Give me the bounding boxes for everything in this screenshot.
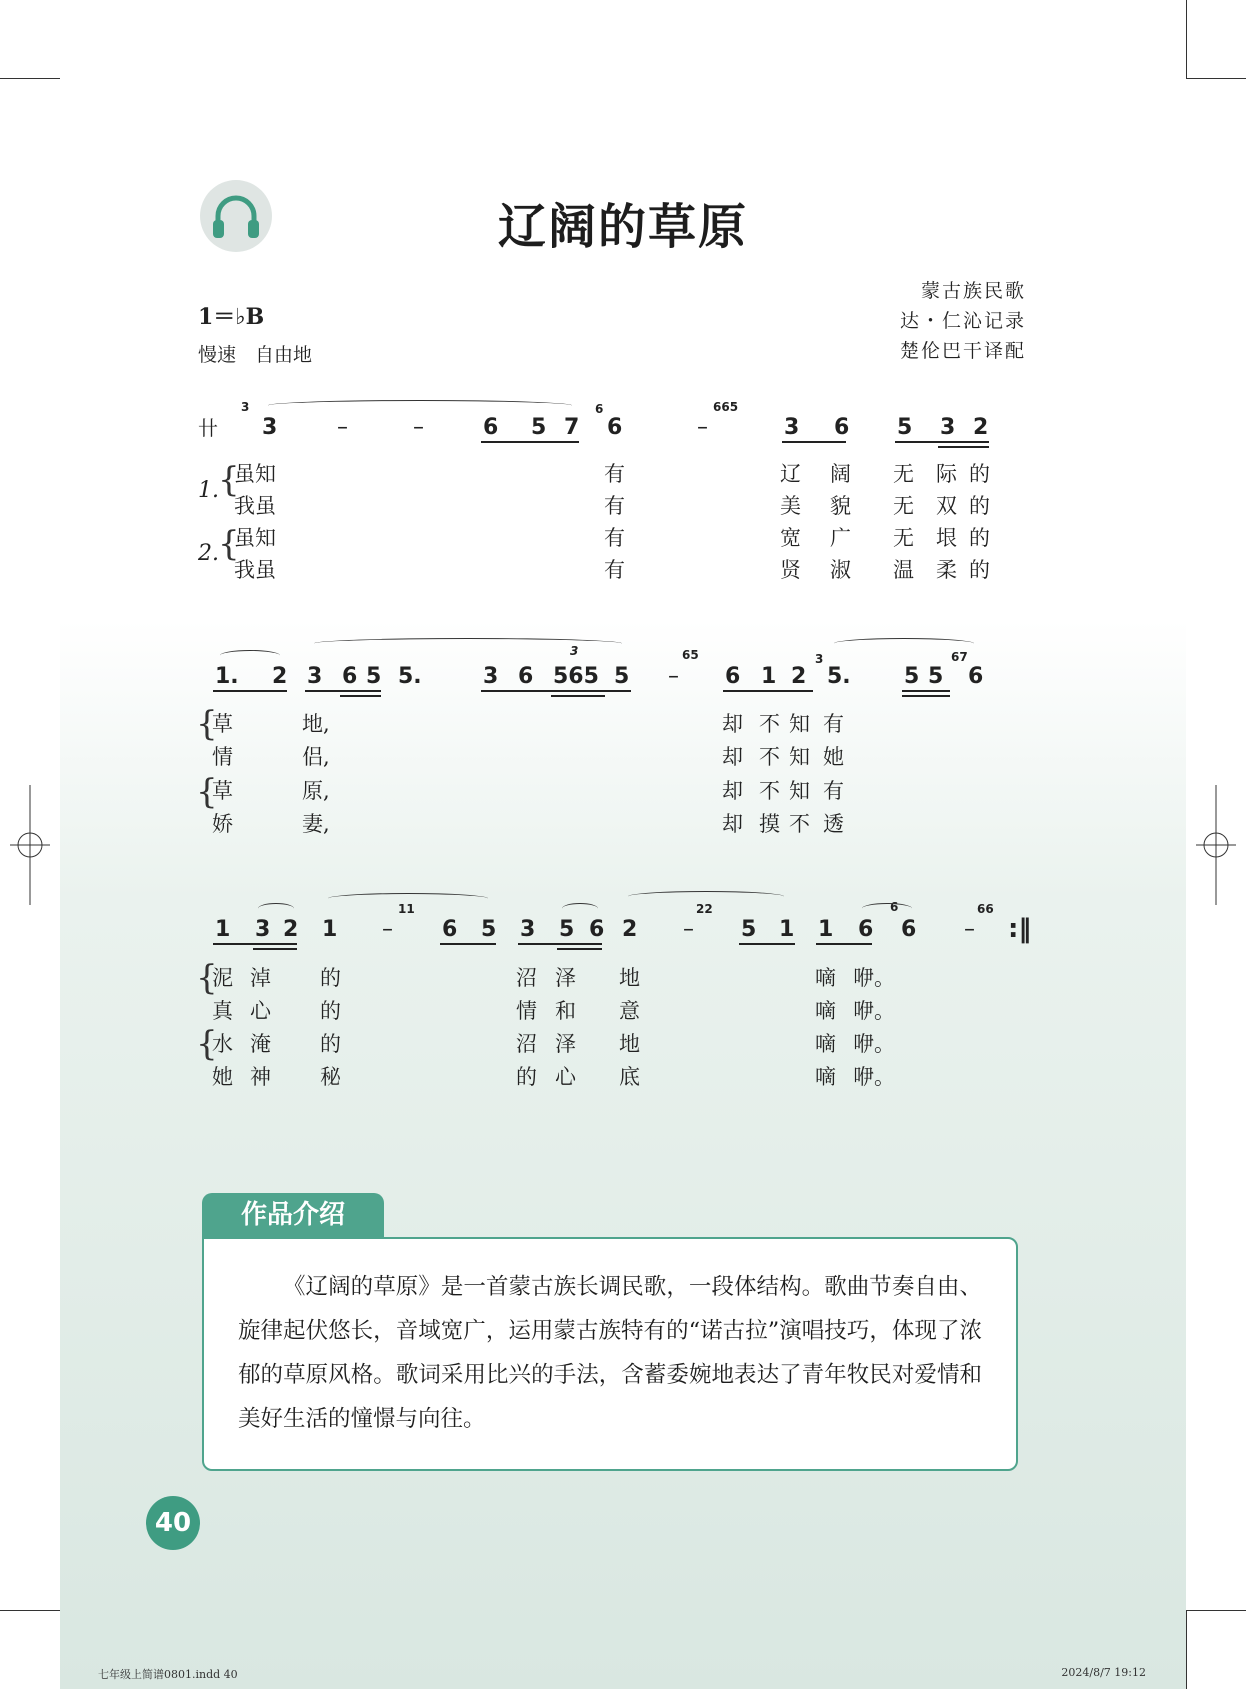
grace-note: 6 bbox=[890, 900, 899, 914]
beam-underline bbox=[481, 690, 631, 692]
lyric-row bbox=[0, 490, 1246, 520]
lyric: 地 bbox=[619, 966, 640, 990]
beam-underline bbox=[723, 690, 813, 692]
crop-mark bbox=[1186, 1610, 1187, 1689]
note: 6 bbox=[725, 664, 741, 689]
lyric: 温 bbox=[893, 558, 914, 582]
lyric: 不 bbox=[789, 812, 810, 836]
page-number: 40 bbox=[146, 1496, 200, 1550]
verse-brace: { bbox=[196, 772, 218, 812]
note: 6 bbox=[858, 917, 874, 942]
dash: – bbox=[668, 664, 679, 689]
lyric: 水 bbox=[212, 1032, 233, 1056]
lyric: 沼 bbox=[516, 966, 537, 990]
slur bbox=[220, 650, 280, 661]
lyric: 有 bbox=[604, 526, 625, 550]
lyric-row bbox=[0, 708, 1246, 738]
note: 5 bbox=[559, 917, 575, 942]
dash: – bbox=[382, 917, 393, 942]
lyric: 虽知 bbox=[234, 526, 276, 550]
repeat-barline: :‖ bbox=[1008, 914, 1032, 944]
note: 1. bbox=[215, 664, 239, 689]
lyric: 泽 bbox=[555, 966, 576, 990]
note: 5 bbox=[741, 917, 757, 942]
lyric: 有 bbox=[604, 494, 625, 518]
beam-underline bbox=[902, 695, 950, 697]
note: 3 bbox=[520, 917, 536, 942]
tempo-marking: 慢速 自由地 bbox=[198, 344, 313, 366]
footer-date: 2024/8/7 19:12 bbox=[1061, 1666, 1146, 1679]
lyric: 知 bbox=[789, 745, 810, 769]
lyric: 意 bbox=[619, 999, 640, 1023]
note: 6 bbox=[607, 415, 623, 440]
lyric: 有 bbox=[604, 462, 625, 486]
note: 2 bbox=[791, 664, 807, 689]
note: 2 bbox=[622, 917, 638, 942]
beam-underline bbox=[305, 690, 381, 692]
note: 5 bbox=[366, 664, 382, 689]
lyric: 原, bbox=[302, 779, 330, 803]
slur bbox=[834, 638, 974, 649]
lyric: 知 bbox=[789, 779, 810, 803]
beam-underline bbox=[902, 690, 950, 692]
grace-note: 11 bbox=[398, 902, 415, 916]
verse-label: 1. bbox=[198, 478, 219, 503]
grace-note: 3 bbox=[815, 652, 824, 666]
note: 3 bbox=[307, 664, 323, 689]
lyric: 知 bbox=[789, 712, 810, 736]
note: 6 bbox=[342, 664, 358, 689]
note: 1 bbox=[215, 917, 231, 942]
crop-mark bbox=[0, 1610, 60, 1611]
note: 3 bbox=[262, 415, 278, 440]
beam-underline bbox=[213, 943, 297, 945]
lyric-row bbox=[0, 741, 1246, 771]
lyric: 却 bbox=[722, 779, 743, 803]
lyric: 无 bbox=[893, 526, 914, 550]
lyric: 淹 bbox=[250, 1032, 271, 1056]
lyric: 透 bbox=[823, 812, 844, 836]
grace-note: 67 bbox=[951, 650, 968, 664]
lyric: 底 bbox=[619, 1065, 640, 1089]
lyric: 的 bbox=[320, 1032, 341, 1056]
note: 565 bbox=[553, 664, 599, 689]
note: 5 bbox=[531, 415, 547, 440]
credit-recorder: 达・仁沁记录 bbox=[899, 310, 1026, 332]
beam-underline bbox=[481, 441, 579, 443]
lyric: 的 bbox=[969, 526, 990, 550]
lyric: 我虽 bbox=[234, 494, 276, 518]
lyric: 不 bbox=[759, 779, 780, 803]
grace-note: 22 bbox=[696, 902, 713, 916]
lyric: 草 bbox=[212, 779, 233, 803]
dash: – bbox=[337, 415, 348, 440]
dash: – bbox=[964, 917, 975, 942]
note: 5. bbox=[827, 664, 851, 689]
lyric: 有 bbox=[604, 558, 625, 582]
lyric: 却 bbox=[722, 712, 743, 736]
lyric: 地, bbox=[302, 712, 330, 736]
note: 6 bbox=[442, 917, 458, 942]
lyric: 的 bbox=[516, 1065, 537, 1089]
intro-box bbox=[202, 1237, 1018, 1471]
verse-brace: { bbox=[196, 704, 218, 744]
lyric: 沼 bbox=[516, 1032, 537, 1056]
lyric: 草 bbox=[212, 712, 233, 736]
lyric: 柔 bbox=[936, 558, 957, 582]
lyric: 娇 bbox=[212, 812, 233, 836]
lyric: 不 bbox=[759, 745, 780, 769]
lyric: 淑 bbox=[830, 558, 851, 582]
note: 1 bbox=[818, 917, 834, 942]
beam-underline bbox=[340, 695, 381, 697]
lyric: 真 bbox=[212, 999, 233, 1023]
lyric: 咿。 bbox=[853, 966, 895, 990]
lyric: 际 bbox=[936, 462, 957, 486]
lyric: 地 bbox=[619, 1032, 640, 1056]
lyric-row bbox=[0, 808, 1246, 838]
slur bbox=[258, 903, 294, 914]
note: 5 bbox=[481, 917, 497, 942]
lyric: 侣, bbox=[302, 745, 330, 769]
grace-note: 65 bbox=[682, 648, 699, 662]
dash: – bbox=[683, 917, 694, 942]
note: 2 bbox=[283, 917, 299, 942]
note: 3 bbox=[784, 415, 800, 440]
lyric: 的 bbox=[969, 494, 990, 518]
lyric: 泽 bbox=[555, 1032, 576, 1056]
grace-note: 66 bbox=[977, 902, 994, 916]
crop-mark bbox=[0, 78, 60, 79]
note: 6 bbox=[834, 415, 850, 440]
lyric: 摸 bbox=[759, 812, 780, 836]
lyric: 嘀 bbox=[815, 966, 836, 990]
grace-note: 3 bbox=[241, 400, 250, 414]
lyric-row bbox=[0, 962, 1246, 992]
note: 1 bbox=[779, 917, 795, 942]
beam-underline bbox=[518, 943, 602, 945]
note: 3 bbox=[483, 664, 499, 689]
note: 6 bbox=[483, 415, 499, 440]
footer-file: 七年级上简谱0801.indd 40 bbox=[98, 1668, 238, 1681]
lyric: 淖 bbox=[250, 966, 271, 990]
lyric: 嘀 bbox=[815, 999, 836, 1023]
lyric: 有 bbox=[823, 712, 844, 736]
note: 5 bbox=[928, 664, 944, 689]
lyric: 秘 bbox=[320, 1065, 341, 1089]
crop-mark bbox=[1186, 0, 1187, 78]
lyric: 垠 bbox=[936, 526, 957, 550]
lyric: 美 bbox=[780, 494, 801, 518]
lyric: 情 bbox=[212, 745, 233, 769]
lyric: 心 bbox=[250, 999, 271, 1023]
beam-underline bbox=[816, 943, 872, 945]
note: 3 bbox=[940, 415, 956, 440]
note: 2 bbox=[272, 664, 288, 689]
lyric: 咿。 bbox=[853, 999, 895, 1023]
lyric: 她 bbox=[823, 745, 844, 769]
lyric: 貌 bbox=[830, 494, 851, 518]
slur bbox=[862, 903, 912, 914]
note: 2 bbox=[973, 415, 989, 440]
lyric: 辽 bbox=[780, 462, 801, 486]
verse-brace: { bbox=[218, 460, 240, 500]
slur bbox=[268, 400, 572, 411]
note: 6 bbox=[901, 917, 917, 942]
note: 6 bbox=[589, 917, 605, 942]
lyric: 无 bbox=[893, 462, 914, 486]
lyric: 她 bbox=[212, 1065, 233, 1089]
verse-label: 2. bbox=[198, 541, 219, 566]
grace-note: 665 bbox=[713, 400, 739, 414]
intro-heading: 作品介绍 bbox=[202, 1193, 384, 1237]
lyric-row bbox=[0, 458, 1246, 488]
note: 5. bbox=[398, 664, 422, 689]
verse-brace: { bbox=[218, 524, 240, 564]
beam-underline bbox=[440, 943, 496, 945]
lyric: 和 bbox=[555, 999, 576, 1023]
lyric-row bbox=[0, 554, 1246, 584]
lyric: 嘀 bbox=[815, 1065, 836, 1089]
line1-prefix: 卄 bbox=[198, 416, 218, 440]
lyric: 妻, bbox=[302, 812, 330, 836]
lyric-row bbox=[0, 775, 1246, 805]
lyric: 的 bbox=[969, 558, 990, 582]
note: 5 bbox=[897, 415, 913, 440]
dash: – bbox=[697, 415, 708, 440]
lyric: 的 bbox=[320, 999, 341, 1023]
grace-note: 3 bbox=[570, 644, 579, 658]
slur bbox=[562, 903, 598, 914]
lyric: 宽 bbox=[780, 526, 801, 550]
note: 1 bbox=[761, 664, 777, 689]
lyric: 嘀 bbox=[815, 1032, 836, 1056]
lyric: 双 bbox=[936, 494, 957, 518]
lyric-row bbox=[0, 1028, 1246, 1058]
lyric: 广 bbox=[830, 526, 851, 550]
note: 5 bbox=[904, 664, 920, 689]
intro-text: 《辽阔的草原》是一首蒙古族长调民歌，一段体结构。歌曲节奏自由、旋律起伏悠长，音域宽广，运用蒙古族特有的“诺古拉”演唱技巧，体现了浓郁的草原风格。歌词采用比兴的手法，含蓄委婉地表达了青年牧民对爱情和美好生活的憧憬与向往。 bbox=[238, 1274, 982, 1432]
lyric: 贤 bbox=[780, 558, 801, 582]
page-title: 辽阔的草原 bbox=[497, 199, 748, 255]
slur bbox=[328, 893, 488, 904]
lyric-row bbox=[0, 995, 1246, 1025]
lyric: 咿。 bbox=[853, 1032, 895, 1056]
crop-mark bbox=[1186, 1610, 1246, 1611]
lyric: 心 bbox=[555, 1065, 576, 1089]
lyric: 却 bbox=[722, 812, 743, 836]
note: 7 bbox=[564, 415, 580, 440]
lyric: 泥 bbox=[212, 966, 233, 990]
lyric-row bbox=[0, 1061, 1246, 1091]
lyric: 不 bbox=[759, 712, 780, 736]
note: 5 bbox=[614, 664, 630, 689]
verse-brace: { bbox=[196, 958, 218, 998]
lyric: 却 bbox=[722, 745, 743, 769]
beam-underline bbox=[739, 943, 795, 945]
beam-underline bbox=[253, 948, 297, 950]
crop-mark bbox=[1186, 78, 1246, 79]
lyric: 咿。 bbox=[853, 1065, 895, 1089]
lyric: 阔 bbox=[830, 462, 851, 486]
slur bbox=[314, 638, 622, 649]
lyric: 情 bbox=[516, 999, 537, 1023]
lyric-row bbox=[0, 522, 1246, 552]
credit-translator: 楚伦巴干译配 bbox=[899, 340, 1026, 362]
slur bbox=[628, 891, 784, 902]
lyric: 我虽 bbox=[234, 558, 276, 582]
note: 6 bbox=[968, 664, 984, 689]
dash: – bbox=[413, 415, 424, 440]
beam-underline bbox=[782, 441, 846, 443]
grace-note: 6 bbox=[595, 402, 604, 416]
beam-underline bbox=[551, 695, 605, 697]
beam-underline bbox=[213, 690, 287, 692]
note: 1 bbox=[322, 917, 338, 942]
lyric: 虽知 bbox=[234, 462, 276, 486]
lyric: 有 bbox=[823, 779, 844, 803]
beam-underline bbox=[895, 441, 989, 443]
note: 6 bbox=[518, 664, 534, 689]
lyric: 无 bbox=[893, 494, 914, 518]
verse-brace: { bbox=[196, 1024, 218, 1064]
beam-underline bbox=[938, 446, 989, 448]
key-signature: 1＝♭B bbox=[198, 304, 265, 330]
lyric: 的 bbox=[320, 966, 341, 990]
lyric: 的 bbox=[969, 462, 990, 486]
beam-underline bbox=[557, 948, 602, 950]
note: 3 bbox=[255, 917, 271, 942]
credit-origin: 蒙古族民歌 bbox=[920, 280, 1026, 302]
lyric: 神 bbox=[250, 1065, 271, 1089]
credits bbox=[900, 276, 1026, 366]
